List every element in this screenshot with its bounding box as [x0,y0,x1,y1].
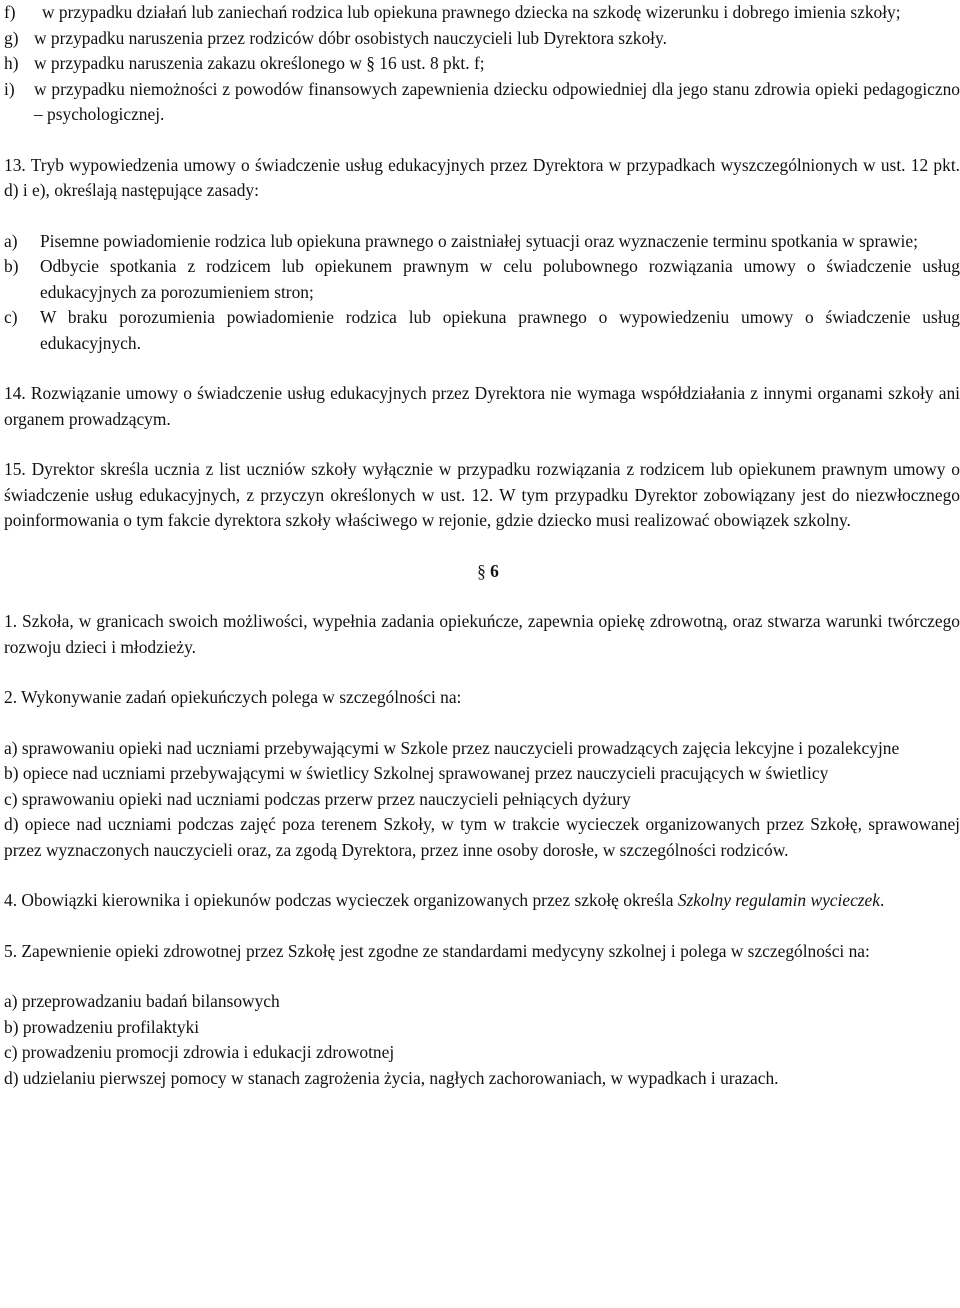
section6-paragraph-5: 5. Zapewnienie opieki zdrowotnej przez Szkołę jest zgodne ze standardami medycyny szkolnej i polega w szczególności na: [4,940,870,961]
list-item [4,51,960,77]
section6-paragraph-1: 1. Szkoła, w granicach swoich możliwości, wypełnia zadania opiekuńcze, zapewnia opiekę zdrowotną, oraz stwarza warunki twórczego rozwoju dzieci i młodzieży. [4,611,960,657]
prev-list [4,0,960,128]
paragraph-15: 15. Dyrektor skreśla ucznia z list uczniów szkoły wyłącznie w przypadku rozwiązania z rodzicem lub opiekunem prawnym umowy o świadczenie usług edukacyjnych, z przyczyn określonych w ust. 12. W tym przypadku Dyrektor zobowiązany jest do niezwłocznego poinformowania o tym fakcie dyrektora szkoły właściwego w rejonie, gdzie dziecko musi realizować obowiązek szkolny. [4,459,960,530]
list-item: d) udzielaniu pierwszej pomocy w stanach zagrożenia życia, nagłych zachorowaniach, w wypadkach i urazach. [4,1067,779,1088]
list-marker: i) [4,78,15,99]
list-13 [4,229,960,357]
list-item: c) sprawowaniu opieki nad uczniami podczas przerw przez nauczycieli pełniących dyżury [4,788,631,809]
list-item [4,305,960,356]
paragraph-4-text: 4. Obowiązki kierownika i opiekunów podczas wycieczek organizowanych przez szkołę określa [4,890,678,910]
paragraph-13: 13. Tryb wypowiedzenia umowy o świadczenie usług edukacyjnych przez Dyrektora w przypadkach wyszczególnionych w ust. 12 pkt. d) i e), określają następujące zasady: [4,154,960,200]
list-item-text: w przypadku działań lub zaniechań rodzica lub opiekuna prawnego dziecka na szkodę wizerunku i dobrego imienia szkoły; [42,2,901,22]
list-item: a) sprawowaniu opieki nad uczniami przebywającymi w Szkole przez nauczycieli prowadzących zajęcia lekcyjne i pozalekcyjne [4,737,900,758]
list-item: a) przeprowadzaniu badań bilansowych [4,991,280,1011]
list-item-text: W braku porozumienia powiadomienie rodzica lub opiekuna prawnego o wypowiedzeniu umowy o świadczenie usług edukacyjnych. [40,307,960,353]
list-item-text: w przypadku naruszenia zakazu określonego w § 16 ust. 8 pkt. f; [34,53,485,73]
list-item-text: Pisemne powiadomienie rodzica lub opiekuna prawnego o zaistniałej sytuacji oraz wyznaczenie terminu spotkania w sprawie; [40,230,918,251]
paragraph-4-end: . [880,890,885,910]
section6-list-2 [4,736,960,864]
list-item-text: w przypadku niemożności z powodów finansowych zapewnienia dziecku odpowiedniej dla jego stanu zdrowia opieki pedagogiczno – psychologicznej. [34,78,960,124]
list-marker: c) [4,307,18,327]
section-number: 6 [490,560,499,581]
list-item-text: w przypadku naruszenia przez rodziców dóbr osobistych nauczycieli lub Dyrektora szkoły. [34,27,667,48]
list-item-text: Odbycie spotkania z rodzicem lub opiekunem prawnym w celu polubownego rozwiązania umowy o świadczenie usług edukacyjnych za porozumieniem stron; [40,256,960,302]
document-page [4,0,960,1091]
list-item: d) opiece nad uczniami podczas zajęć poza terenem Szkoły, w tym w trakcie wycieczek organizowanych przez Szkołę, sprawowanej przez wyznaczonych nauczycieli oraz, za zgodą Dyrektora, przez inne osoby dorosłe, w szczególności rodziców. [4,814,960,860]
list-item: b) opiece nad uczniami przebywającymi w świetlicy Szkolnej sprawowanej przez nauczycieli pracujących w świetlicy [4,763,829,783]
section6-paragraph-2: 2. Wykonywanie zadań opiekuńczych polega w szczególności na: [4,687,462,707]
list-marker: h) [4,53,19,73]
section6-paragraph-4 [4,888,960,914]
list-item [4,0,960,26]
list-marker: b) [4,256,19,276]
section-heading [4,559,960,585]
list-item: c) prowadzeniu promocji zdrowia i edukacji zdrowotnej [4,1042,395,1062]
list-marker: g) [4,27,19,48]
list-marker: f) [4,2,16,22]
list-marker: a) [4,230,18,251]
paragraph-14: 14. Rozwiązanie umowy o świadczenie usług edukacyjnych przez Dyrektora nie wymaga współdziałania z innymi organami szkoły ani organem prowadzącym. [4,383,960,429]
list-item [4,254,960,305]
list-item [4,229,960,255]
list-item [4,77,960,128]
section-symbol: § [477,560,486,581]
list-item: b) prowadzeniu profilaktyki [4,1016,200,1037]
regulation-title: Szkolny regulamin wycieczek [677,890,880,910]
section6-list-5 [4,989,960,1091]
list-item [4,26,960,52]
